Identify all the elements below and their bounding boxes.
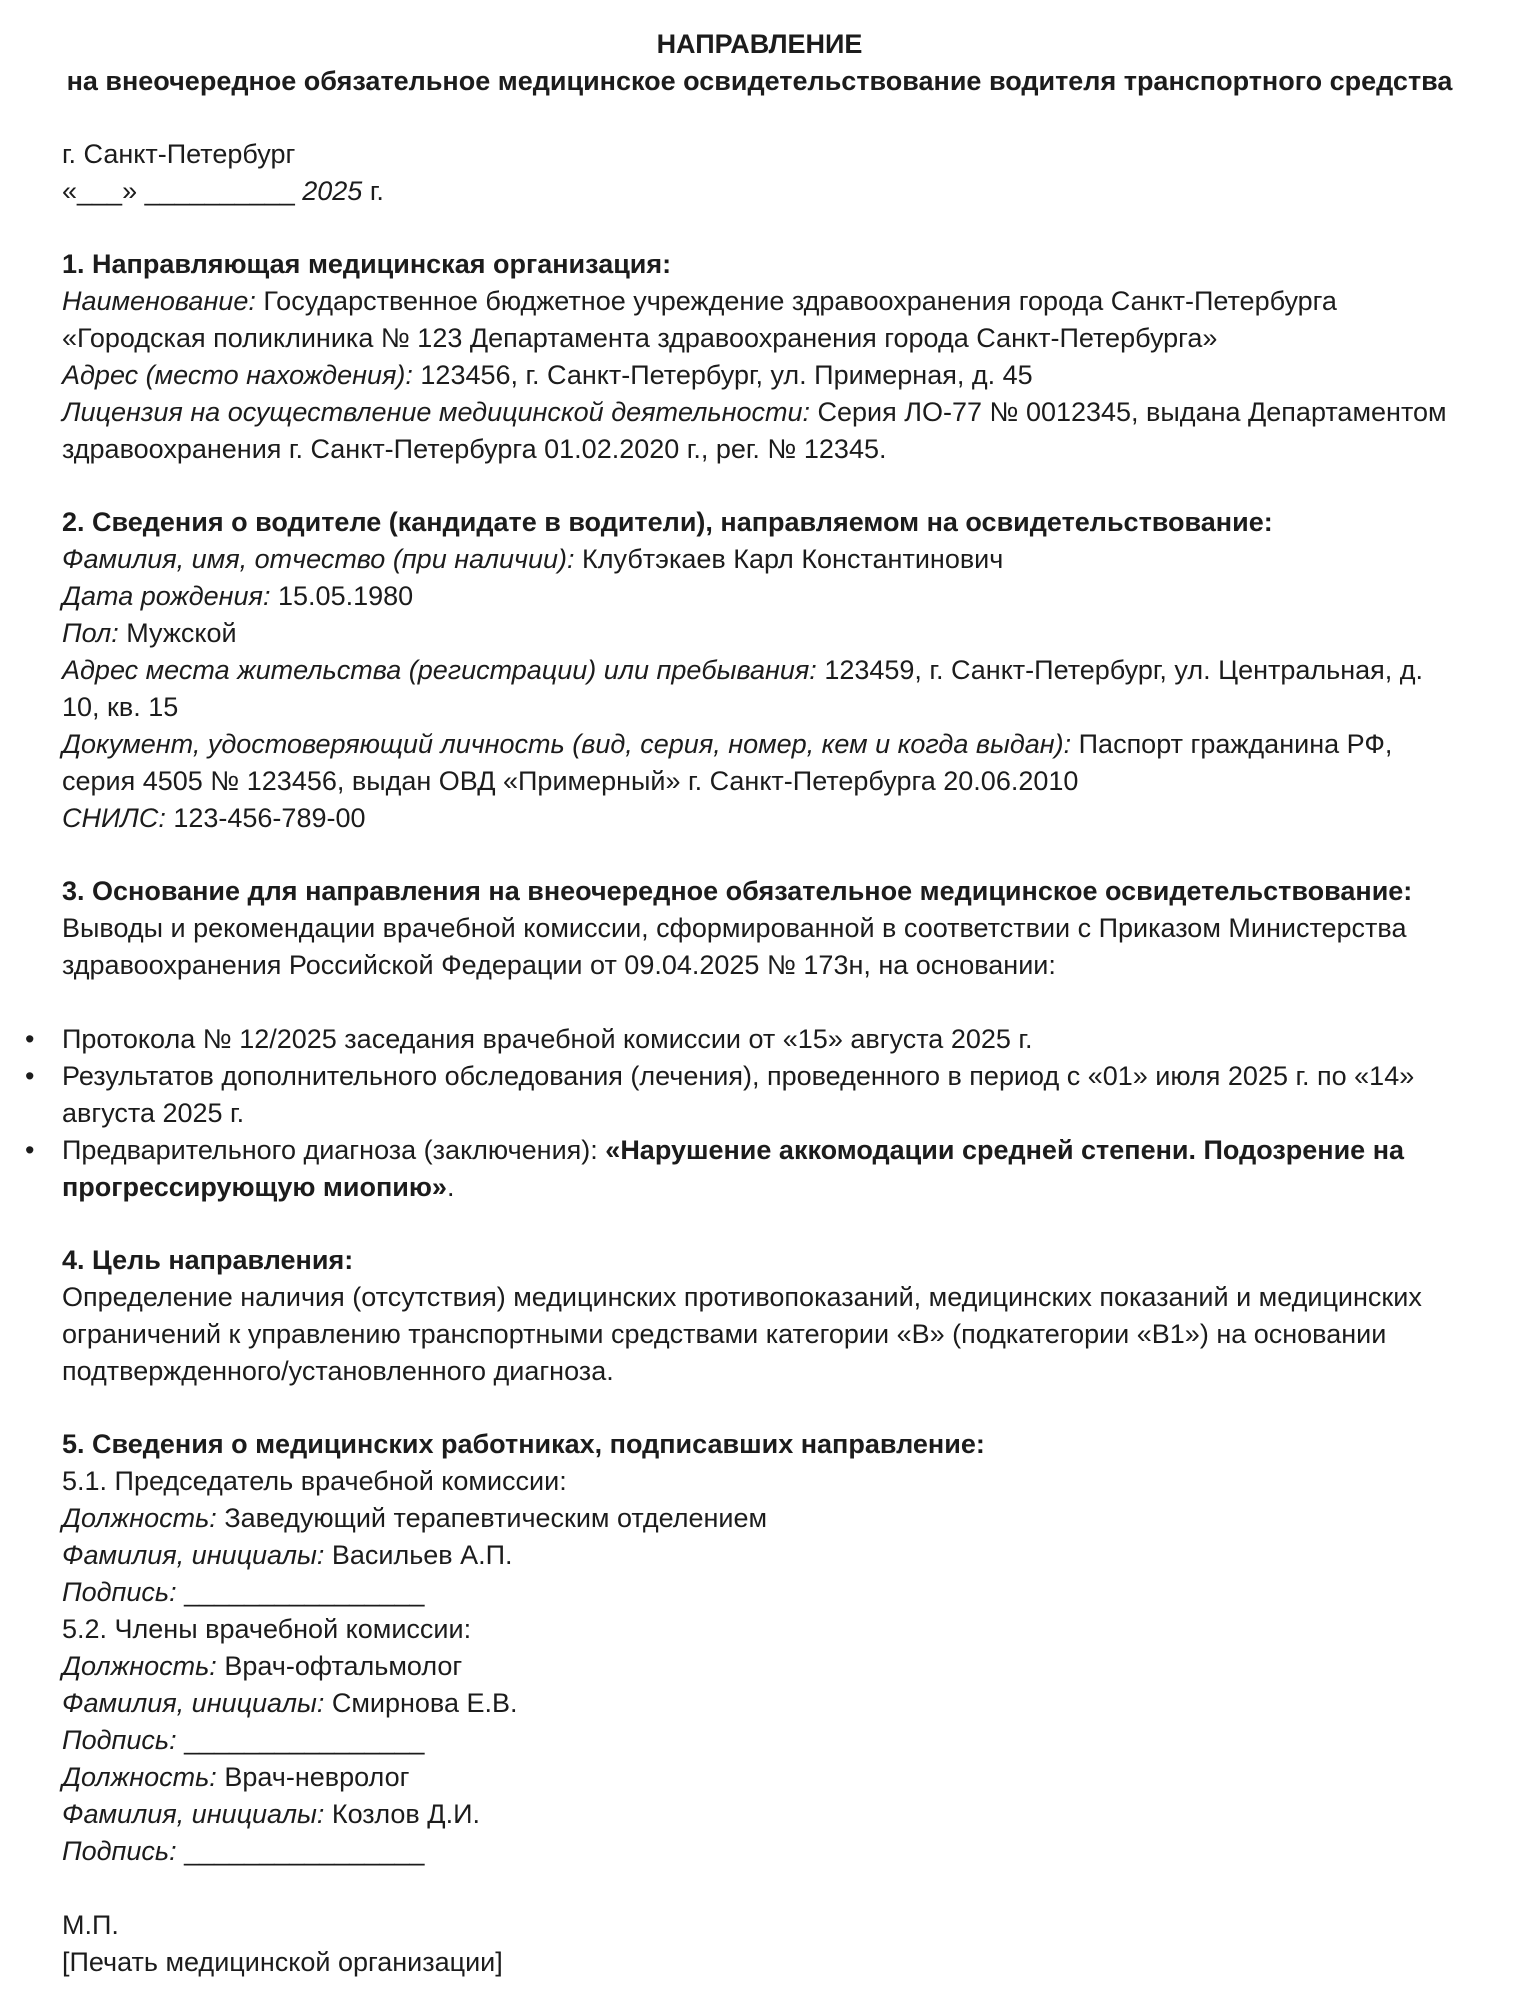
- grounds-list: [62, 1021, 1457, 1206]
- field-residence-address: [62, 652, 1457, 726]
- member-signature-line: [62, 1722, 1457, 1759]
- date-year: 2025: [302, 176, 363, 206]
- field-identity-document: [62, 726, 1457, 800]
- field-label: СНИЛС:: [62, 803, 166, 833]
- field-snils: [62, 800, 1457, 837]
- signature-line: ________________: [184, 1836, 425, 1866]
- section-4-purpose: [62, 1242, 1457, 1390]
- chairman-name-line: [62, 1537, 1457, 1574]
- member-position-line: [62, 1648, 1457, 1685]
- stamp-mark: М.П.: [62, 1910, 119, 1940]
- date-suffix: г.: [362, 176, 384, 206]
- field-label: Документ, удостоверяющий личность (вид, серия, номер, кем и когда выдан):: [62, 729, 1072, 759]
- chairman-signature-line: [62, 1574, 1457, 1611]
- field-label: Фамилия, инициалы:: [62, 1688, 325, 1718]
- field-birth-date: [62, 578, 1457, 615]
- ground-text-end: .: [446, 1172, 455, 1202]
- field-value: Врач-невролог: [224, 1762, 410, 1792]
- members-subheading: 5.2. Члены врачебной комиссии:: [62, 1614, 472, 1644]
- section-5-medical-staff: [62, 1426, 1457, 1870]
- member-name-line: [62, 1685, 1457, 1722]
- field-value: Серия ЛО-77 № 0012345, выдана Департаментом здравоохранения г. Санкт-Петербурга 01.02.2020 г., рег. № 12345.: [62, 397, 1447, 464]
- field-label: Фамилия, имя, отчество (при наличии):: [62, 544, 575, 574]
- section-5-heading: 5. Сведения о медицинских работниках, подписавших направление:: [62, 1429, 985, 1459]
- document-title: НАПРАВЛЕНИЕ: [656, 29, 863, 59]
- chairman-block: [62, 1463, 1457, 1611]
- document-header: [62, 26, 1457, 100]
- field-label: Должность:: [62, 1503, 217, 1533]
- date-line: [62, 173, 1457, 210]
- city-line: г. Санкт-Петербург: [62, 139, 296, 169]
- field-label: Подпись:: [62, 1577, 177, 1607]
- chairman-subheading: 5.1. Председатель врачебной комиссии:: [62, 1466, 567, 1496]
- field-label: Фамилия, инициалы:: [62, 1799, 325, 1829]
- field-label: Подпись:: [62, 1725, 177, 1755]
- field-label: Лицензия на осуществление медицинской деятельности:: [62, 397, 810, 427]
- section-1-heading: 1. Направляющая медицинская организация:: [62, 249, 672, 279]
- section-2-heading: 2. Сведения о водителе (кандидате в водители), направляемом на освидетельствование:: [62, 507, 1273, 537]
- field-license: [62, 394, 1457, 468]
- field-label: Фамилия, инициалы:: [62, 1540, 325, 1570]
- place-date-block: [62, 136, 1457, 210]
- field-value: Врач-офтальмолог: [224, 1651, 463, 1681]
- ground-examination-results: [62, 1058, 1457, 1132]
- section-4-heading: 4. Цель направления:: [62, 1245, 354, 1275]
- member-signature-line: [62, 1833, 1457, 1870]
- signature-line: ________________: [184, 1725, 425, 1755]
- diagnosis-text: «Нарушение аккомодации средней степени. Подозрение на прогрессирующую миопию»: [62, 1135, 1405, 1202]
- field-value: Козлов Д.И.: [331, 1799, 480, 1829]
- field-label: Наименование:: [62, 286, 256, 316]
- field-organization-address: [62, 357, 1457, 394]
- member-2-block: [62, 1759, 1457, 1870]
- section-2-driver: [62, 504, 1457, 837]
- ground-protocol: [62, 1021, 1457, 1058]
- field-label: Адрес места жительства (регистрации) или пребывания:: [62, 655, 817, 685]
- ground-text: Результатов дополнительного обследования (лечения), проведенного в период с «01» июля 2025 г. по «14» августа 2025 г.: [62, 1061, 1415, 1128]
- field-value: Мужской: [126, 618, 237, 648]
- field-value: Государственное бюджетное учреждение здравоохранения города Санкт-Петербурга «Городская поликлиника № 123 Департамента здравоохранения города Санкт-Петербурга»: [62, 286, 1337, 353]
- section-3-grounds: [62, 873, 1457, 1206]
- members-block: [62, 1611, 1457, 1870]
- field-sex: [62, 615, 1457, 652]
- field-label: Адрес (место нахождения):: [62, 360, 413, 390]
- signature-line: ________________: [184, 1577, 425, 1607]
- field-value: 123-456-789-00: [173, 803, 366, 833]
- field-organization-name: [62, 283, 1457, 357]
- section-1-organization: [62, 246, 1457, 468]
- section-4-body: Определение наличия (отсутствия) медицинских противопоказаний, медицинских показаний и медицинских ограничений к управлению транспортными средствами категории «В» (подкатегории «В1») на основании подтвержденного/установленного диагноза.: [62, 1282, 1422, 1386]
- field-driver-fio: [62, 541, 1457, 578]
- field-value: Паспорт гражданина РФ, серия 4505 № 123456, выдан ОВД «Примерный» г. Санкт-Петербурга 20.06.2010: [62, 729, 1393, 796]
- section-3-heading: 3. Основание для направления на внеочередное обязательное медицинское освидетельствование:: [62, 876, 1413, 906]
- field-value: 123459, г. Санкт-Петербург, ул. Центральная, д. 10, кв. 15: [62, 655, 1424, 722]
- field-label: Должность:: [62, 1762, 217, 1792]
- field-label: Дата рождения:: [62, 581, 271, 611]
- field-value: 123456, г. Санкт-Петербург, ул. Примерная, д. 45: [420, 360, 1033, 390]
- section-3-intro: Выводы и рекомендации врачебной комиссии, сформированной в соответствии с Приказом Министерства здравоохранения Российской Федерации от 09.04.2025 № 173н, на основании:: [62, 913, 1407, 980]
- field-value: Клубтэкаев Карл Константинович: [582, 544, 1004, 574]
- ground-text: Протокола № 12/2025 заседания врачебной комиссии от «15» августа 2025 г.: [62, 1024, 1033, 1054]
- member-position-line: [62, 1759, 1457, 1796]
- ground-text: Предварительного диагноза (заключения):: [62, 1135, 606, 1165]
- ground-preliminary-diagnosis: [62, 1132, 1457, 1206]
- field-label: Подпись:: [62, 1836, 177, 1866]
- document-subtitle: на внеочередное обязательное медицинское освидетельствование водителя транспортного средства: [66, 66, 1453, 96]
- member-name-line: [62, 1796, 1457, 1833]
- chairman-position-line: [62, 1500, 1457, 1537]
- member-1-block: [62, 1648, 1457, 1759]
- field-value: Заведующий терапевтическим отделением: [224, 1503, 768, 1533]
- field-value: 15.05.1980: [278, 581, 414, 611]
- stamp-block: [62, 1907, 1457, 1981]
- stamp-note: [Печать медицинской организации]: [62, 1947, 503, 1977]
- date-blank: «___» __________: [62, 176, 303, 206]
- field-value: Смирнова Е.В.: [331, 1688, 518, 1718]
- field-label: Пол:: [62, 618, 119, 648]
- field-value: Васильев А.П.: [331, 1540, 513, 1570]
- field-label: Должность:: [62, 1651, 217, 1681]
